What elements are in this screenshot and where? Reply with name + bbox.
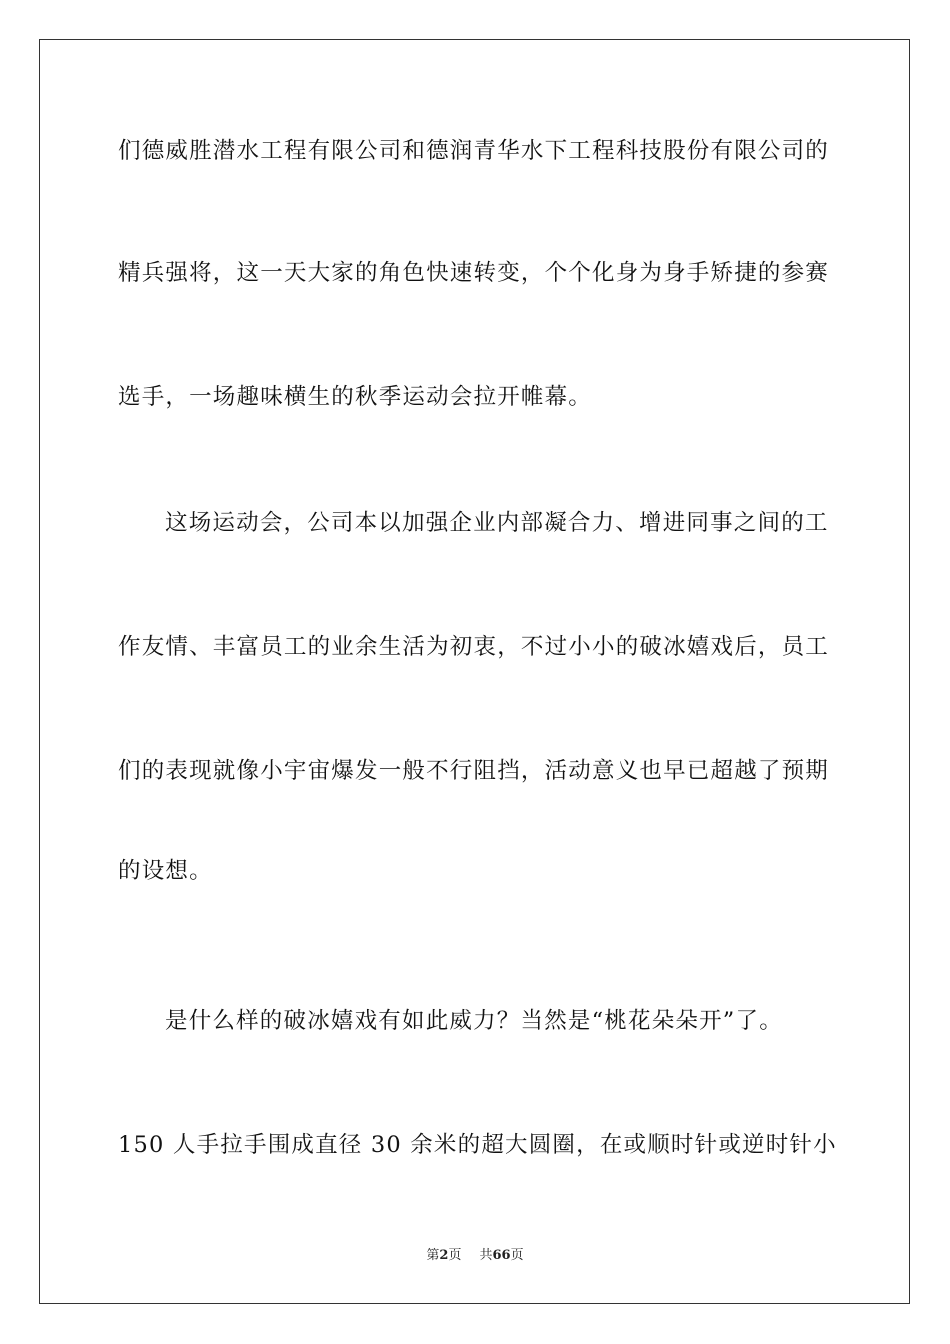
body-text-line: 150 人手拉手围成直径 30 余米的超大圆圈，在或顺时针或逆时针小 xyxy=(118,1132,837,1158)
page-number-suffix: 页 xyxy=(448,1248,462,1263)
body-text-line: 的设想。 xyxy=(118,858,213,884)
body-text-line: 选手，一场趣味横生的秋季运动会拉开帷幕。 xyxy=(118,384,593,410)
paragraph-start-line: 这场运动会，公司本以加强企业内部凝合力、增进同事之间的工 xyxy=(165,510,829,536)
page-number-prefix: 第 xyxy=(426,1248,440,1263)
page-number: 2 xyxy=(439,1248,449,1263)
body-text-line: 们的表现就像小宇宙爆发一般不行阻挡，活动意义也早已超越了预期 xyxy=(118,758,830,784)
total-pages-suffix: 页 xyxy=(510,1248,524,1263)
total-pages: 66 xyxy=(492,1248,511,1263)
page-border xyxy=(39,39,910,1304)
body-text-line: 们德威胜潜水工程有限公司和德润青华水下工程科技股份有限公司的 xyxy=(118,138,830,164)
body-text-line: 作友情、丰富员工的业余生活为初衷，不过小小的破冰嬉戏后，员工 xyxy=(118,634,830,660)
total-pages-prefix: 共 xyxy=(479,1248,493,1263)
page-footer xyxy=(0,1248,950,1264)
body-text-line: 精兵强将，这一天大家的角色快速转变，个个化身为身手矫捷的参赛 xyxy=(118,260,830,286)
paragraph-start-line: 是什么样的破冰嬉戏有如此威力？当然是“桃花朵朵开”了。 xyxy=(165,1008,783,1034)
